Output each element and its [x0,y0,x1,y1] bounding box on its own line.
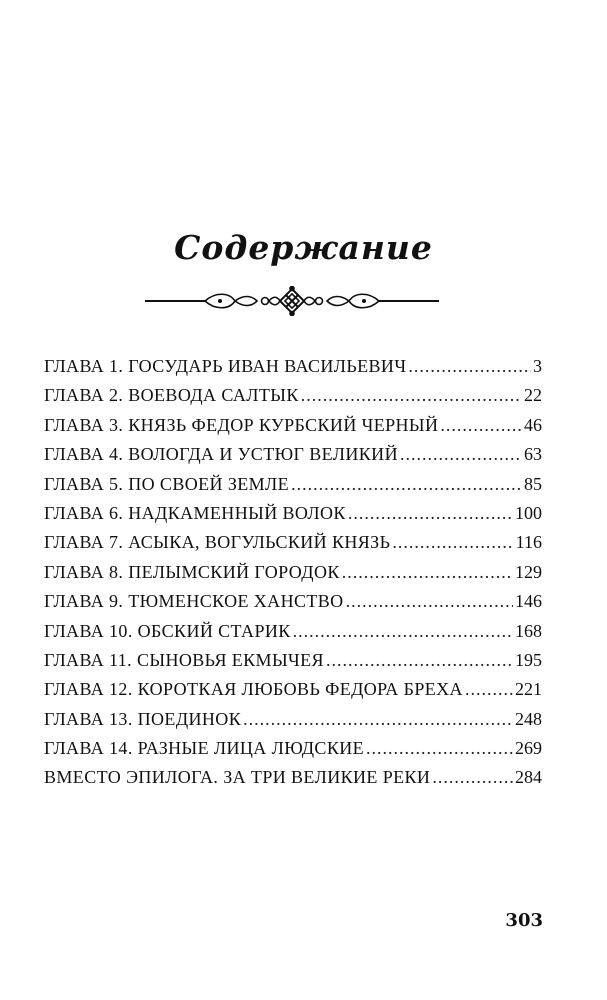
toc-leader-dots [326,646,513,675]
toc-leader-dots [348,499,513,528]
toc-leader-dots [465,675,513,704]
toc-entry-title: ВМЕСТО ЭПИЛОГА. ЗА ТРИ ВЕЛИКИЕ РЕКИ [44,767,431,788]
toc-entry-13[interactable] [44,705,542,734]
toc-entry-4[interactable] [44,440,542,469]
toc-entry-title: ГЛАВА 9. ТЮМЕНСКОЕ ХАНСТВО [44,591,344,612]
toc-entry-page: 63 [524,444,542,465]
toc-entry-page: 3 [533,356,542,376]
toc-entry-page: 168 [515,620,542,641]
toc-entry-page: 116 [515,532,542,553]
toc-entry-1[interactable] [44,352,542,381]
toc-entry-title: ГЛАВА 6. НАДКАМЕННЫЙ ВОЛОК [44,502,346,523]
table-of-contents [44,352,542,793]
toc-leader-dots [440,411,522,440]
toc-entry-page: 221 [515,679,542,700]
toc-entry-page: 248 [515,708,542,729]
toc-leader-dots [392,528,513,557]
toc-entry-page: 284 [515,767,542,788]
toc-leader-dots [432,763,513,792]
toc-leader-dots [408,352,531,381]
toc-entry-2[interactable] [44,381,542,410]
toc-entry-page: 129 [515,561,542,582]
toc-entry-3[interactable] [44,411,542,440]
toc-entry-title: ГЛАВА 14. РАЗНЫЕ ЛИЦА ЛЮДСКИЕ [44,738,365,759]
toc-entry-5[interactable] [44,470,542,499]
toc-entry-title: ГЛАВА 8. ПЕЛЫМСКИЙ ГОРОДОК [44,561,340,582]
toc-entry-page: 195 [515,649,542,670]
toc-leader-dots [301,381,522,410]
toc-entry-6[interactable] [44,499,542,528]
toc-entry-12[interactable] [44,675,542,704]
toc-entry-7[interactable] [44,528,542,557]
toc-entry-14[interactable] [44,734,542,763]
knot-divider-ornament-icon [143,286,441,316]
toc-entry-page: 85 [524,473,542,494]
toc-entry-10[interactable] [44,617,542,646]
toc-leader-dots [291,470,522,499]
toc-leader-dots [293,617,513,646]
toc-leader-dots [366,734,513,763]
toc-entry-11[interactable] [44,646,542,675]
toc-leader-dots [346,587,513,616]
page-number: 303 [505,910,543,931]
toc-entry-title: ГЛАВА 10. ОБСКИЙ СТАРИК [44,620,291,641]
toc-entry-title: ГЛАВА 5. ПО СВОЕЙ ЗЕМЛЕ [44,473,290,494]
toc-entry-page: 22 [524,385,542,406]
toc-entry-title: ГЛАВА 3. КНЯЗЬ ФЕДОР КУРБСКИЙ ЧЕРНЫЙ [44,414,439,435]
toc-entry-title: ГЛАВА 11. СЫНОВЬЯ ЕКМЫЧЕЯ [44,649,324,670]
toc-entry-9[interactable] [44,587,542,616]
toc-entry-title: ГЛАВА 2. ВОЕВОДА САЛТЫК [44,385,299,406]
toc-entry-title: ГЛАВА 4. ВОЛОГДА И УСТЮГ ВЕЛИКИЙ [44,444,398,465]
page-title: Содержание [174,228,433,267]
toc-entry-8[interactable] [44,558,542,587]
toc-entry-page: 146 [515,591,542,612]
toc-entry-page: 100 [515,502,542,523]
toc-entry-page: 46 [524,414,542,435]
toc-leader-dots [243,705,513,734]
toc-entry-page: 269 [515,738,542,759]
toc-leader-dots [342,558,513,587]
toc-entry-epilogue[interactable] [44,763,542,792]
toc-entry-title: ГЛАВА 12. КОРОТКАЯ ЛЮБОВЬ ФЕДОРА БРЕХА [44,679,463,700]
toc-leader-dots [400,440,522,469]
toc-entry-title: ГЛАВА 7. АСЫКА, ВОГУЛЬСКИЙ КНЯЗЬ [44,532,391,553]
toc-entry-title: ГЛАВА 13. ПОЕДИНОК [44,708,242,729]
toc-entry-title: ГЛАВА 1. ГОСУДАРЬ ИВАН ВАСИЛЬЕВИЧ [44,356,407,376]
